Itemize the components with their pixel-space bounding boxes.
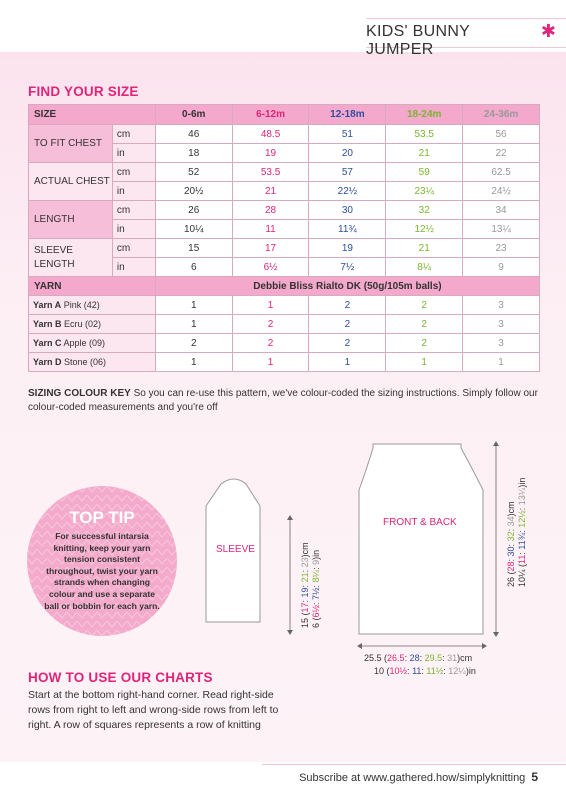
width-measurement-in: 10 (10½: 11: 11½: 12¼)in (374, 666, 476, 676)
yarn-header-label: YARN (29, 277, 156, 296)
cell: 3 (463, 334, 540, 353)
meas-base: 10 (374, 666, 385, 676)
meas-val: 7½ (311, 587, 321, 600)
unit-label: cm (112, 239, 155, 258)
meas-unit: )in (465, 666, 476, 676)
find-size-title: FIND YOUR SIZE (28, 84, 139, 99)
cell: 13¼ (463, 220, 540, 239)
meas-unit: )cm (300, 542, 310, 558)
table-row (29, 296, 540, 315)
cell: 1 (155, 353, 232, 372)
meas-val: 21 (300, 572, 310, 583)
meas-val: 26.5 (387, 653, 405, 663)
cell: 21 (232, 182, 309, 201)
cell: 10¼ (155, 220, 232, 239)
size-col: 0-6m (155, 105, 232, 125)
width-measurement-cm: 25.5 (26.5: 28: 29.5: 31)cm (364, 653, 473, 663)
cell: 21 (386, 239, 463, 258)
meas-base: 10¼ (517, 569, 527, 587)
how-to-title: HOW TO USE OUR CHARTS (28, 670, 213, 685)
cell: 24½ (463, 182, 540, 201)
meas-paren: ( (506, 571, 516, 577)
yarn-name: Yarn A (33, 300, 62, 310)
meas-paren: ( (381, 653, 388, 663)
meas-val: 11½ (426, 666, 444, 676)
meas-val: 17 (300, 602, 310, 613)
width-arrow (357, 641, 487, 651)
meas-val: 30 (506, 546, 516, 557)
unit-label: in (112, 144, 155, 163)
page-number: 5 (531, 770, 538, 784)
row-label: ACTUAL CHEST (29, 163, 113, 201)
row-label: SLEEVE LENGTH (29, 239, 113, 277)
unit-label: in (112, 258, 155, 277)
yarn-name-cell (29, 296, 156, 315)
size-col: 6-12m (232, 105, 309, 125)
yarn-description: Debbie Bliss Rialto DK (50g/105m balls) (155, 277, 539, 296)
sleeve-measurement-in: 6 (6½: 7½: 8¼: 9)in (311, 549, 321, 628)
table-row (29, 239, 540, 258)
size-header-row (29, 105, 540, 125)
row-label: TO FIT CHEST (29, 125, 113, 163)
size-col: 12-18m (309, 105, 386, 125)
unit-label: in (112, 220, 155, 239)
cell: 56 (463, 125, 540, 144)
cell: 17 (232, 239, 309, 258)
size-col: 18-24m (386, 105, 463, 125)
meas-val: 8¼ (311, 569, 321, 583)
cell: 2 (386, 296, 463, 315)
size-header-label: SIZE (29, 105, 156, 125)
cell: 59 (386, 163, 463, 182)
meas-base: 15 (300, 617, 310, 628)
table-row (29, 201, 540, 220)
cell: 15 (155, 239, 232, 258)
cell: 2 (309, 334, 386, 353)
unit-label: in (112, 182, 155, 201)
size-table (28, 104, 540, 372)
sizing-key-text: So you can re-use this pattern, we've colour-coded the sizing instructions. Simply follow our colour-coded measurements and you're off (28, 388, 538, 413)
meas-val: 31 (447, 653, 458, 663)
cell: 52 (155, 163, 232, 182)
cell: 2 (155, 334, 232, 353)
length-measurement-in: 10¼ (11: 11¾: 12½: 13¼)in (517, 477, 527, 587)
yarn-colour: Ecru (02) (64, 319, 102, 329)
cell: 57 (309, 163, 386, 182)
cell: 1 (309, 353, 386, 372)
meas-val: 23 (300, 557, 310, 568)
cell: 19 (309, 239, 386, 258)
meas-unit: )in (311, 549, 321, 560)
cell: 48.5 (232, 125, 309, 144)
meas-val: 6½ (311, 604, 321, 618)
unit-label: cm (112, 125, 155, 144)
cell: 8¼ (386, 258, 463, 277)
cell: 22 (463, 144, 540, 163)
yarn-name: Yarn B (33, 319, 62, 329)
cell: 2 (232, 334, 309, 353)
cell: 2 (386, 315, 463, 334)
cell: 21 (386, 144, 463, 163)
unit-label: cm (112, 201, 155, 220)
cell: 34 (463, 201, 540, 220)
yarn-name: Yarn C (33, 338, 62, 348)
meas-val: 34 (506, 516, 516, 527)
meas-paren: ( (300, 612, 310, 618)
cell: 28 (232, 201, 309, 220)
cell: 2 (309, 315, 386, 334)
yarn-name-cell (29, 315, 156, 334)
cell: 22½ (309, 182, 386, 201)
cell: 1 (232, 296, 309, 315)
cell: 19 (232, 144, 309, 163)
yarn-name: Yarn D (33, 357, 62, 367)
cell: 23 (463, 239, 540, 258)
header-title: KIDS' BUNNY JUMPER (366, 23, 470, 58)
meas-val: 11 (517, 554, 527, 564)
unit-label: cm (112, 163, 155, 182)
cell: 2 (232, 315, 309, 334)
table-row (29, 353, 540, 372)
size-col: 24-36m (463, 105, 540, 125)
cell: 46 (155, 125, 232, 144)
yarn-header-row (29, 277, 540, 296)
yarn-name-cell (29, 334, 156, 353)
sizing-key-heading: SIZING COLOUR KEY (28, 388, 131, 399)
meas-val: 19 (300, 587, 310, 598)
sleeve-length-arrow (284, 514, 296, 636)
meas-val: 9 (311, 559, 321, 565)
cell: 1 (463, 353, 540, 372)
footer (299, 770, 538, 784)
meas-val: 11¾ (517, 532, 527, 550)
sleeve-measurement-cm: 15 (17: 19: 21: 23)cm (300, 542, 310, 628)
cell: 18 (155, 144, 232, 163)
cell: 12½ (386, 220, 463, 239)
subscribe-link[interactable]: Subscribe at www.gathered.how/simplyknitting (299, 772, 526, 784)
table-row (29, 334, 540, 353)
meas-unit: )cm (506, 501, 516, 517)
sleeve-label: SLEEVE (216, 544, 255, 555)
meas-val: 32 (506, 531, 516, 542)
cell: 11 (232, 220, 309, 239)
front-back-diagram (355, 438, 505, 638)
asterisk-icon: ✱ (540, 21, 556, 41)
meas-base: 25.5 (364, 653, 382, 663)
cell: 11¾ (309, 220, 386, 239)
cell: 30 (309, 201, 386, 220)
yarn-colour: Pink (42) (63, 300, 100, 310)
meas-base: 6 (311, 622, 321, 628)
meas-paren: ( (311, 617, 321, 623)
yarn-colour: Apple (09) (63, 338, 106, 348)
meas-base: 26 (506, 576, 516, 587)
meas-val: 28 (506, 561, 516, 572)
meas-val: 13¼ (517, 487, 527, 506)
cell: 1 (155, 315, 232, 334)
cell: 26 (155, 201, 232, 220)
cell: 23¼ (386, 182, 463, 201)
cell: 6½ (232, 258, 309, 277)
top-tip-badge (27, 486, 177, 636)
yarn-colour: Stone (06) (64, 357, 107, 367)
meas-paren: ( (384, 666, 390, 676)
sizing-colour-key (28, 387, 540, 415)
length-arrow (490, 440, 502, 638)
cell: 51 (309, 125, 386, 144)
meas-paren: ( (517, 563, 527, 570)
table-row (29, 163, 540, 182)
meas-val: 11 (412, 666, 422, 676)
cell: 1 (386, 353, 463, 372)
footer-divider (262, 764, 566, 765)
meas-val: 29.5 (424, 653, 443, 663)
cell: 53.5 (232, 163, 309, 182)
cell: 20 (309, 144, 386, 163)
page-header (366, 18, 566, 58)
cell: 3 (463, 296, 540, 315)
cell: 7½ (309, 258, 386, 277)
cell: 62.5 (463, 163, 540, 182)
cell: 53.5 (386, 125, 463, 144)
row-label: LENGTH (29, 201, 113, 239)
cell: 1 (232, 353, 309, 372)
meas-val: 12½ (517, 510, 527, 528)
cell: 1 (155, 296, 232, 315)
table-row (29, 125, 540, 144)
how-to-body: Start at the bottom right-hand corner. Read right-side rows from right to left and wrong-side rows from left to right. A row of squares represents a row of knitting (28, 689, 279, 731)
cell: 2 (309, 296, 386, 315)
meas-unit: )cm (457, 653, 473, 663)
cell: 6 (155, 258, 232, 277)
meas-val: 12¼ (448, 666, 466, 676)
cell: 20½ (155, 182, 232, 201)
meas-unit: )in (517, 477, 527, 488)
cell: 3 (463, 315, 540, 334)
top-tip-body: For successful intarsia knitting, keep your yarn tension consistent throughout, twist your yarn strands when changing colour and use a separate ball or bobbin for each yarn. (44, 531, 160, 611)
cell: 9 (463, 258, 540, 277)
table-row (29, 315, 540, 334)
meas-val: 28 (409, 653, 420, 663)
yarn-name-cell (29, 353, 156, 372)
front-back-label: FRONT & BACK (383, 517, 457, 528)
meas-val: 10½ (389, 666, 408, 676)
cell: 2 (386, 334, 463, 353)
length-measurement-cm: 26 (28: 30: 32: 34)cm (506, 501, 516, 587)
cell: 32 (386, 201, 463, 220)
top-tip-title: TOP TIP (69, 508, 135, 527)
